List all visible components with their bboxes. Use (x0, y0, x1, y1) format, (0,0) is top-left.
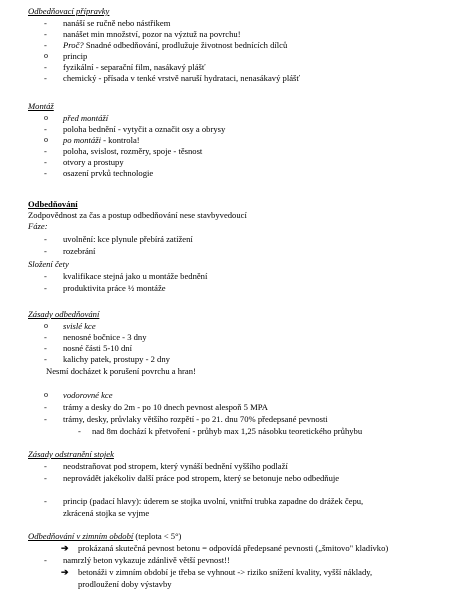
list-item: prokázaná skutečná pevnost betonu = odpovídá předepsané pevnosti („šmitovo" kladívko) (78, 543, 389, 553)
subheading: před montáží (63, 113, 109, 123)
note: Nesmí docházet k porušení povrchu a hran! (46, 366, 196, 376)
list-item: trámy a desky do 2m - po 10 dnech pevnost alespoň 5 MPA (63, 402, 268, 412)
section-title-montaz: Montáž (28, 101, 54, 111)
dash-bullet: - (44, 18, 47, 28)
list-item: uvolnění: kce plynule přebírá zatížení (63, 234, 193, 244)
list-item: chemický - přísada v tenké vrstvě naruší hydrataci, nenasákavý plášť (63, 73, 301, 83)
list-item: fyzikální - separační film, nasákavý plášť (63, 62, 206, 72)
subheading: vodorovné kce (63, 390, 113, 400)
list-item: betonáži v zimním období je třeba se vyhnout -> riziko snížení kvality, vyšší náklady, (78, 567, 373, 577)
list-item: princip (63, 51, 88, 61)
dash-bullet: - (44, 146, 47, 156)
list-item: nanáší se ručně nebo nástřikem (63, 18, 171, 28)
section-title-odstraneni-stojek: Zásady odstranění stojek (28, 449, 114, 459)
list-item: neprovádět jakékoliv další práce pod stropem, který se betonuje nebo odbedňuje (63, 473, 340, 483)
dash-bullet: - (44, 29, 47, 39)
subheading: svislé kce (63, 321, 96, 331)
dash-bullet: - (44, 62, 47, 72)
circle-bullet: o (44, 390, 48, 399)
dash-bullet: - (44, 168, 47, 178)
dash-bullet: - (44, 473, 47, 483)
section-title-separators: Odbedňovací přípravky (28, 6, 110, 16)
list-item: trámy, desky, průvlaky většího rozpětí - po 21. dnu 70% předepsané pevnosti (63, 414, 328, 424)
list-item: otvory a prostupy (63, 157, 124, 167)
dash-bullet: - (44, 40, 47, 50)
dash-bullet: - (44, 73, 47, 83)
dash-bullet: - (44, 555, 47, 565)
circle-bullet: o (44, 51, 48, 60)
list-item-italic: Proč? (63, 40, 84, 50)
circle-bullet: o (44, 321, 48, 330)
dash-bullet: - (44, 246, 47, 256)
list-item: nanášet min množství, pozor na výztuž na povrchu! (63, 29, 241, 39)
dash-bullet: - (44, 461, 47, 471)
dash-bullet: - (44, 271, 47, 281)
dash-bullet: - (44, 234, 47, 244)
arrow-right-icon: ➔ (61, 567, 69, 577)
list-item: kvalifikace stejná jako u montáže bednění (63, 271, 208, 281)
section-title-zimni-obdobi (28, 531, 181, 541)
paragraph: Zodpovědnost za čas a postup odbedňování nese stavbyvedoucí (28, 210, 247, 220)
dash-bullet: - (44, 157, 47, 167)
dash-bullet: - (44, 343, 47, 353)
dash-bullet: - (44, 402, 47, 412)
dash-bullet: - (44, 283, 47, 293)
list-item: osazení prvků technologie (63, 168, 154, 178)
subheading: Fáze: (28, 221, 48, 231)
list-item: nad 8m dochází k přetvoření - průhyb max 1,25 násobku teoretického průhybu (92, 426, 363, 436)
circle-bullet: o (44, 135, 48, 144)
dash-bullet: - (44, 496, 47, 506)
list-item: namrzlý beton vykazuje zdánlivě větší pevnost!! (63, 555, 230, 565)
subheading: Složení čety (28, 259, 69, 269)
section-title-zasady-odbednovani: Zásady odbedňování (28, 309, 100, 319)
dash-bullet: - (44, 414, 47, 424)
list-item: neodstraňovat pod stropem, který vynáší bednění vyššího podlaží (63, 461, 288, 471)
list-item: poloha bednění - vytyčit a označit osy a obrysy (63, 124, 226, 134)
section-title-rest: (teplota < 5°) (133, 531, 182, 541)
section-title-odbednovani: Odbedňování (28, 199, 78, 209)
list-item-rest: Snadné odbedňování, prodlužuje životnost bednících dílců (83, 40, 288, 50)
list-item: produktivita práce ½ montáže (63, 283, 166, 293)
dash-bullet: - (44, 332, 47, 342)
dash-bullet: - (78, 426, 81, 436)
list-item: princip (padací hlavy): úderem se stojka uvolní, vnitřní trubka zapadne do drážek čepu, (63, 496, 364, 506)
circle-bullet: o (44, 113, 48, 122)
list-item-continuation: prodloužení doby výstavby (78, 579, 172, 589)
arrow-right-icon: ➔ (61, 543, 69, 553)
dash-bullet: - (44, 354, 47, 364)
dash-bullet: - (44, 124, 47, 134)
list-item: rozebrání (63, 246, 96, 256)
subheading (63, 135, 140, 145)
list-item: kalichy patek, prostupy - 2 dny (63, 354, 170, 364)
subheading-italic: po montáži (63, 135, 101, 145)
subheading-rest: - kontrola! (100, 135, 140, 145)
section-title-italic: Odbedňování v zimním období (28, 531, 134, 541)
list-item: nenosné bočnice - 3 dny (63, 332, 147, 342)
list-item (63, 40, 287, 50)
list-item-continuation: zkrácená stojka se vyjme (63, 508, 150, 518)
list-item: nosné části 5-10 dní (63, 343, 132, 353)
list-item: poloha, svislost, rozměry, spoje - těsnost (63, 146, 203, 156)
